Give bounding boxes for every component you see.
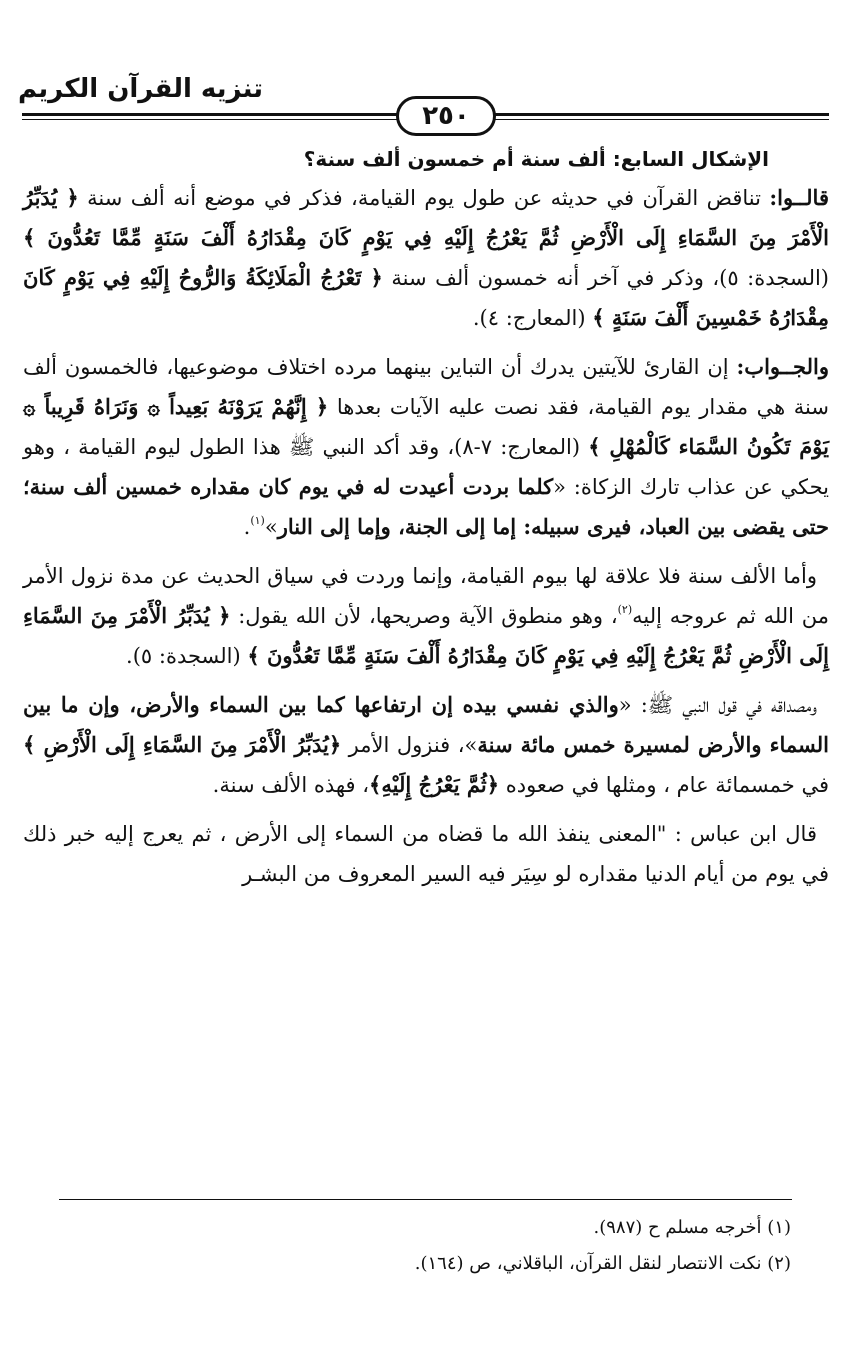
paragraph-answer bbox=[23, 347, 829, 547]
text-run: تناقض القرآن في حديثه عن طول يوم القيامة، فذكر في موضع أنه ألف سنة bbox=[78, 186, 770, 210]
section-title: الإشكال السابع: ألف سنة أم خمسون ألف سنة؟ bbox=[303, 147, 769, 171]
text-run: في خمسمائة عام ، ومثلها في صعوده bbox=[499, 773, 829, 797]
footnotes bbox=[51, 1210, 791, 1282]
text-run: (المعارج: ٧-٨)، وقد أكد النبي ﷺ هذا الطول ليوم القيامة ، وهو يحكي عن عذاب تارك الزكاة: « bbox=[23, 435, 829, 499]
text-run: ، وهو منطوق الآية وصريحها، لأن الله يقول: bbox=[230, 604, 618, 628]
paragraph-confirmation bbox=[23, 685, 829, 805]
text-run: إن القارئ للآيتين يدرك أن التباين بينهما مرده اختلاف موضوعيها، فالخمسون ألف سنة هي مقدار يوم القيامة، فقد نصت عليه الآيات بعدها bbox=[23, 355, 829, 419]
page-body bbox=[23, 144, 829, 903]
quran-verse: ﴿ تَعْرُجُ الْمَلَائِكَةُ وَالرُّوحُ إِلَيْهِ فِي يَوْمٍ كَانَ مِقْدَارُهُ خَمْسِينَ أَلْفَ سَنَةٍ ﴾ bbox=[23, 265, 829, 330]
paragraph-lead: قالــوا: bbox=[769, 185, 829, 210]
paragraph-objection bbox=[23, 178, 829, 338]
quran-verse: ﴿ثُمَّ يَعْرُجُ إِلَيْهِ﴾ bbox=[369, 772, 500, 797]
hadith-quote: والذي نفسي بيده إن ارتفاعها كما بين السماء والأرض، وإن ما بين السماء والأرض لمسيرة خمس مائة سنة bbox=[23, 692, 829, 757]
footnote-ref: (١) bbox=[250, 514, 265, 527]
page-number: ٢٥٠ bbox=[396, 96, 496, 136]
hadith-quote: كلما بردت أعيدت له في يوم كان مقداره خمسين ألف سنة؛ حتى يقضى بين العباد، فيرى سبيله: إما إلى الجنة، وإما إلى النار bbox=[23, 474, 829, 539]
text-run: (السجدة: ٥)، وذكر في آخر أنه خمسون ألف سنة bbox=[382, 266, 829, 290]
quran-verse: ﴿يُدَبِّرُ الْأَمْرَ مِنَ السَّمَاءِ إِلَى الْأَرْضِ ﴾ bbox=[23, 732, 342, 757]
running-title: تنزيه القرآن الكريم bbox=[18, 74, 263, 104]
quran-verse: ﴿ يُدَبِّرُ الْأَمْرَ مِنَ السَّمَاءِ إِلَى الْأَرْضِ ثُمَّ يَعْرُجُ إِلَيْهِ فِي يَوْمٍ كَانَ مِقْدَارُهُ أَلْفَ سَنَةٍ مِّمَّا تَعُدُّونَ ﴾ bbox=[23, 603, 829, 668]
text-run: (السجدة: ٥). bbox=[126, 644, 248, 668]
footnote-separator bbox=[59, 1199, 792, 1200]
footnote-ref: (٢) bbox=[617, 603, 633, 616]
paragraph-ibn-abbas bbox=[23, 814, 829, 894]
text-run: . bbox=[243, 515, 251, 539]
footnote-2: (٢) نكت الانتصار لنقل القرآن، الباقلاني، ص (١٦٤). bbox=[414, 1253, 791, 1274]
text-run: ، فهذه الألف سنة. bbox=[212, 773, 370, 797]
text-run: ومصداقه في قول النبي ﷺ: « bbox=[618, 693, 817, 717]
quran-verse: ﴿ يُدَبِّرُ الْأَمْرَ مِنَ السَّمَاءِ إِلَى الْأَرْضِ ثُمَّ يَعْرُجُ إِلَيْهِ فِي يَوْمٍ كَانَ مِقْدَارُهُ أَلْفَ سَنَةٍ مِّمَّا تَعُدُّونَ ﴾ bbox=[23, 185, 829, 250]
text-run: » bbox=[264, 515, 278, 539]
text-run: »، فنزول الأمر bbox=[341, 733, 478, 757]
footnote-1: (١) أخرجه مسلم ح (٩٨٧). bbox=[593, 1217, 791, 1238]
paragraph-lead: والجــواب: bbox=[736, 354, 829, 379]
text-run: (المعارج: ٤). bbox=[472, 306, 593, 330]
text-run: وأما الألف سنة فلا علاقة لها بيوم القيامة، وإنما وردت في سياق الحديث عن مدة نزول الأمر من الله ثم عروجه إليه bbox=[23, 564, 830, 628]
paragraph-thousand-years bbox=[23, 556, 829, 676]
text-run: قال ابن عباس : "المعنى ينفذ الله ما قضاه من السماء إلى الأرض ، ثم يعرج إليه خبر ذلك في يوم من أيام الدنيا مقداره لو سِيَر فيه السير المعروف من البشـر bbox=[23, 822, 829, 886]
quran-verse: ﴿ إِنَّهُمْ يَرَوْنَهُ بَعِيداً ۞ وَنَرَاهُ قَرِيباً ۞ يَوْمَ تَكُونُ السَّمَاء كَالْمُهْلِ ﴾ bbox=[23, 394, 830, 459]
